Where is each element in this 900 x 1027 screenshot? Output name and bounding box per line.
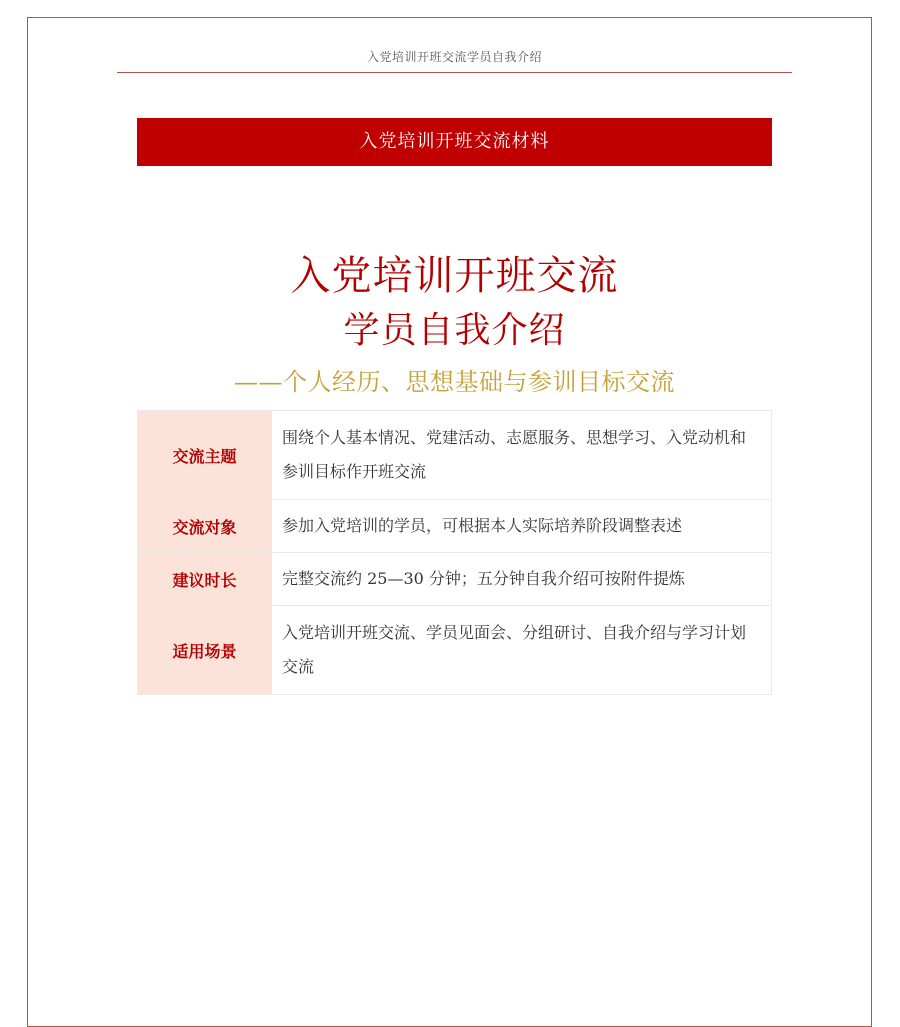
running-header: 入党培训开班交流学员自我介绍 <box>366 50 542 64</box>
document-title: 入党培训开班交流 <box>290 253 619 299</box>
row-value: 入党培训开班交流、学员见面会、分组研讨、自我介绍与学习计划交流 <box>272 606 772 695</box>
row-value: 完整交流约 25—30 分钟；五分钟自我介绍可按附件提炼 <box>272 553 772 606</box>
row-label: 适用场景 <box>138 606 272 695</box>
row-label: 交流对象 <box>138 500 272 553</box>
document-title-line2: 学员自我介绍 <box>343 310 566 351</box>
info-table <box>137 410 772 695</box>
row-label: 建议时长 <box>138 553 272 606</box>
header-rule <box>117 72 792 73</box>
table-row <box>138 553 772 606</box>
row-value: 参加入党培训的学员，可根据本人实际培养阶段调整表述 <box>272 500 772 553</box>
table-row <box>138 606 772 695</box>
table-row <box>138 411 772 500</box>
row-label: 交流主题 <box>138 411 272 500</box>
row-value: 围绕个人基本情况、党建活动、志愿服务、思想学习、入党动机和参训目标作开班交流 <box>272 411 772 500</box>
cover-banner: 入党培训开班交流材料 <box>137 118 772 166</box>
document-subtitle: ——个人经历、思想基础与参训目标交流 <box>234 368 675 396</box>
table-row <box>138 500 772 553</box>
